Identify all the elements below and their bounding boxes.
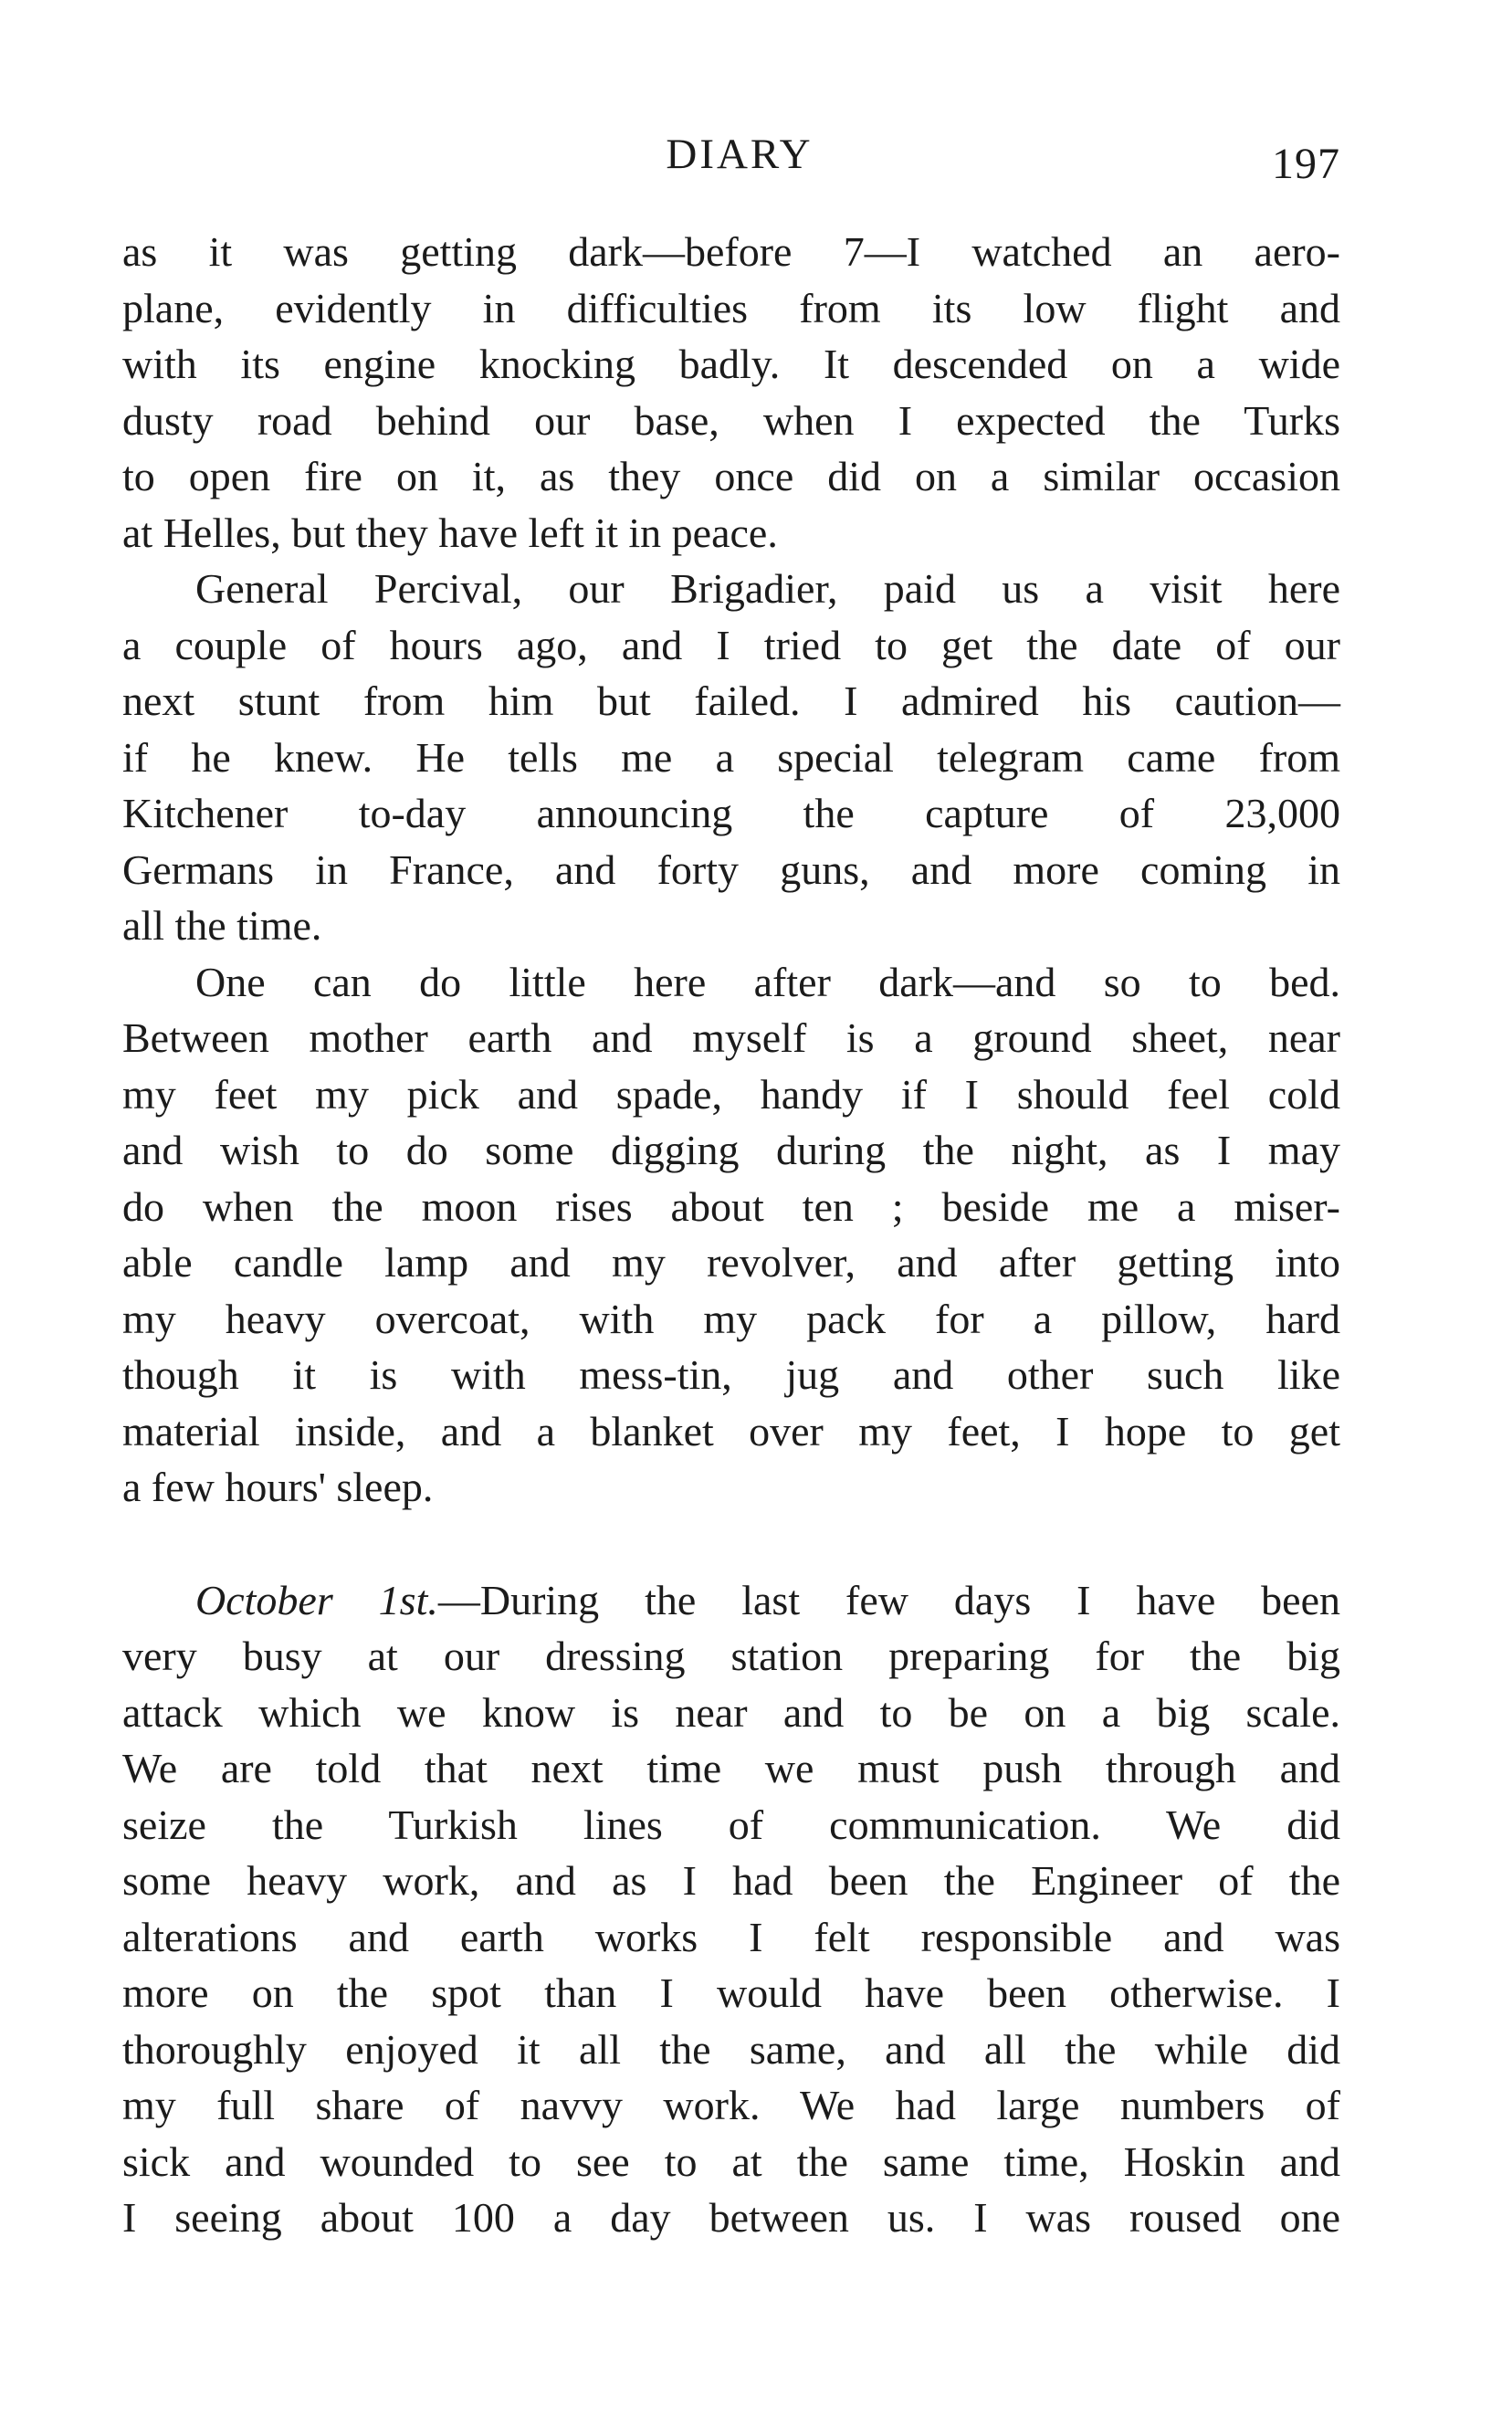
text-line: very busy at our dressing station preparing for the big <box>122 1633 1340 1679</box>
text-line: One can do little here after dark—and so to bed. <box>195 958 1340 1005</box>
text-line: General Percival, our Brigadier, paid us a visit here <box>195 565 1340 612</box>
entry-date: October 1st. <box>195 1576 438 1623</box>
text-line: next stunt from him but failed. I admired his caution— <box>122 677 1340 724</box>
text-line: some heavy work, and as I had been the Engineer of the <box>122 1857 1340 1904</box>
text-line: sick and wounded to see to at the same time, Hoskin and <box>122 2137 1340 2185</box>
text-line: attack which we know is near and to be on a big scale. <box>122 1688 1340 1736</box>
entry-first-line <box>122 1572 1340 1629</box>
text-line: if he knew. He tells me a special telegram came from <box>122 733 1340 781</box>
text-line: plane, evidently in difficulties from its low flight and <box>122 284 1340 331</box>
text-line: We are told that next time we must push through and <box>122 1745 1340 1791</box>
text-line: alterations and earth works I felt responsible and was <box>122 1913 1340 1960</box>
text-line: thoroughly enjoyed it all the same, and all the while did <box>122 2025 1340 2073</box>
page-number: 197 <box>1272 140 1340 188</box>
text-line: more on the spot than I would have been otherwise. I <box>122 1969 1340 2016</box>
paragraph-2 <box>122 561 1340 954</box>
text-line: Between mother earth and myself is a ground sheet, near <box>122 1014 1340 1061</box>
diary-entry-october-1st <box>122 1572 1340 2246</box>
text-line: as it was getting dark—before 7—I watched an aero- <box>122 228 1340 275</box>
text-line: dusty road behind our base, when I expected the Turks <box>122 396 1340 444</box>
text-line: Kitchener to-day announcing the capture of 23,000 <box>122 790 1340 836</box>
text-line: at Helles, but they have left it in peace. <box>122 509 778 556</box>
text-line: do when the moon rises about ten ; beside me a miser- <box>122 1182 1340 1230</box>
text-line: with its engine knocking badly. It descended on a wide <box>122 341 1340 387</box>
section-gap <box>122 1516 1340 1572</box>
text-line: a few hours' sleep. <box>122 1464 434 1510</box>
text-line: to open fire on it, as they once did on a similar occasion <box>122 453 1340 499</box>
text-line: I seeing about 100 a day between us. I was roused one <box>122 2194 1340 2241</box>
text-line: seize the Turkish lines of communication. We did <box>122 1801 1340 1848</box>
paragraph-1 <box>122 224 1340 561</box>
text-line: material inside, and a blanket over my feet, I hope to get <box>122 1407 1340 1455</box>
running-head <box>0 130 1512 194</box>
text-line: a couple of hours ago, and I tried to get the date of our <box>122 621 1340 668</box>
text-line: all the time. <box>122 902 322 949</box>
text-line: though it is with mess-tin, jug and other such like <box>122 1351 1340 1398</box>
text-line: my full share of navvy work. We had large numbers of <box>122 2082 1340 2128</box>
running-title: DIARY <box>666 131 814 178</box>
paragraph-3 <box>122 954 1340 1516</box>
body-text <box>122 224 1340 2246</box>
entry-first-line-text: —During the last few days I have been <box>437 1576 1341 1623</box>
text-line: able candle lamp and my revolver, and after getting into <box>122 1239 1340 1286</box>
text-line: my heavy overcoat, with my pack for a pillow, hard <box>122 1295 1340 1342</box>
text-line: my feet my pick and spade, handy if I should feel cold <box>122 1070 1340 1118</box>
text-line: and wish to do some digging during the night, as I may <box>122 1127 1340 1173</box>
text-line: Germans in France, and forty guns, and more coming in <box>122 845 1340 893</box>
